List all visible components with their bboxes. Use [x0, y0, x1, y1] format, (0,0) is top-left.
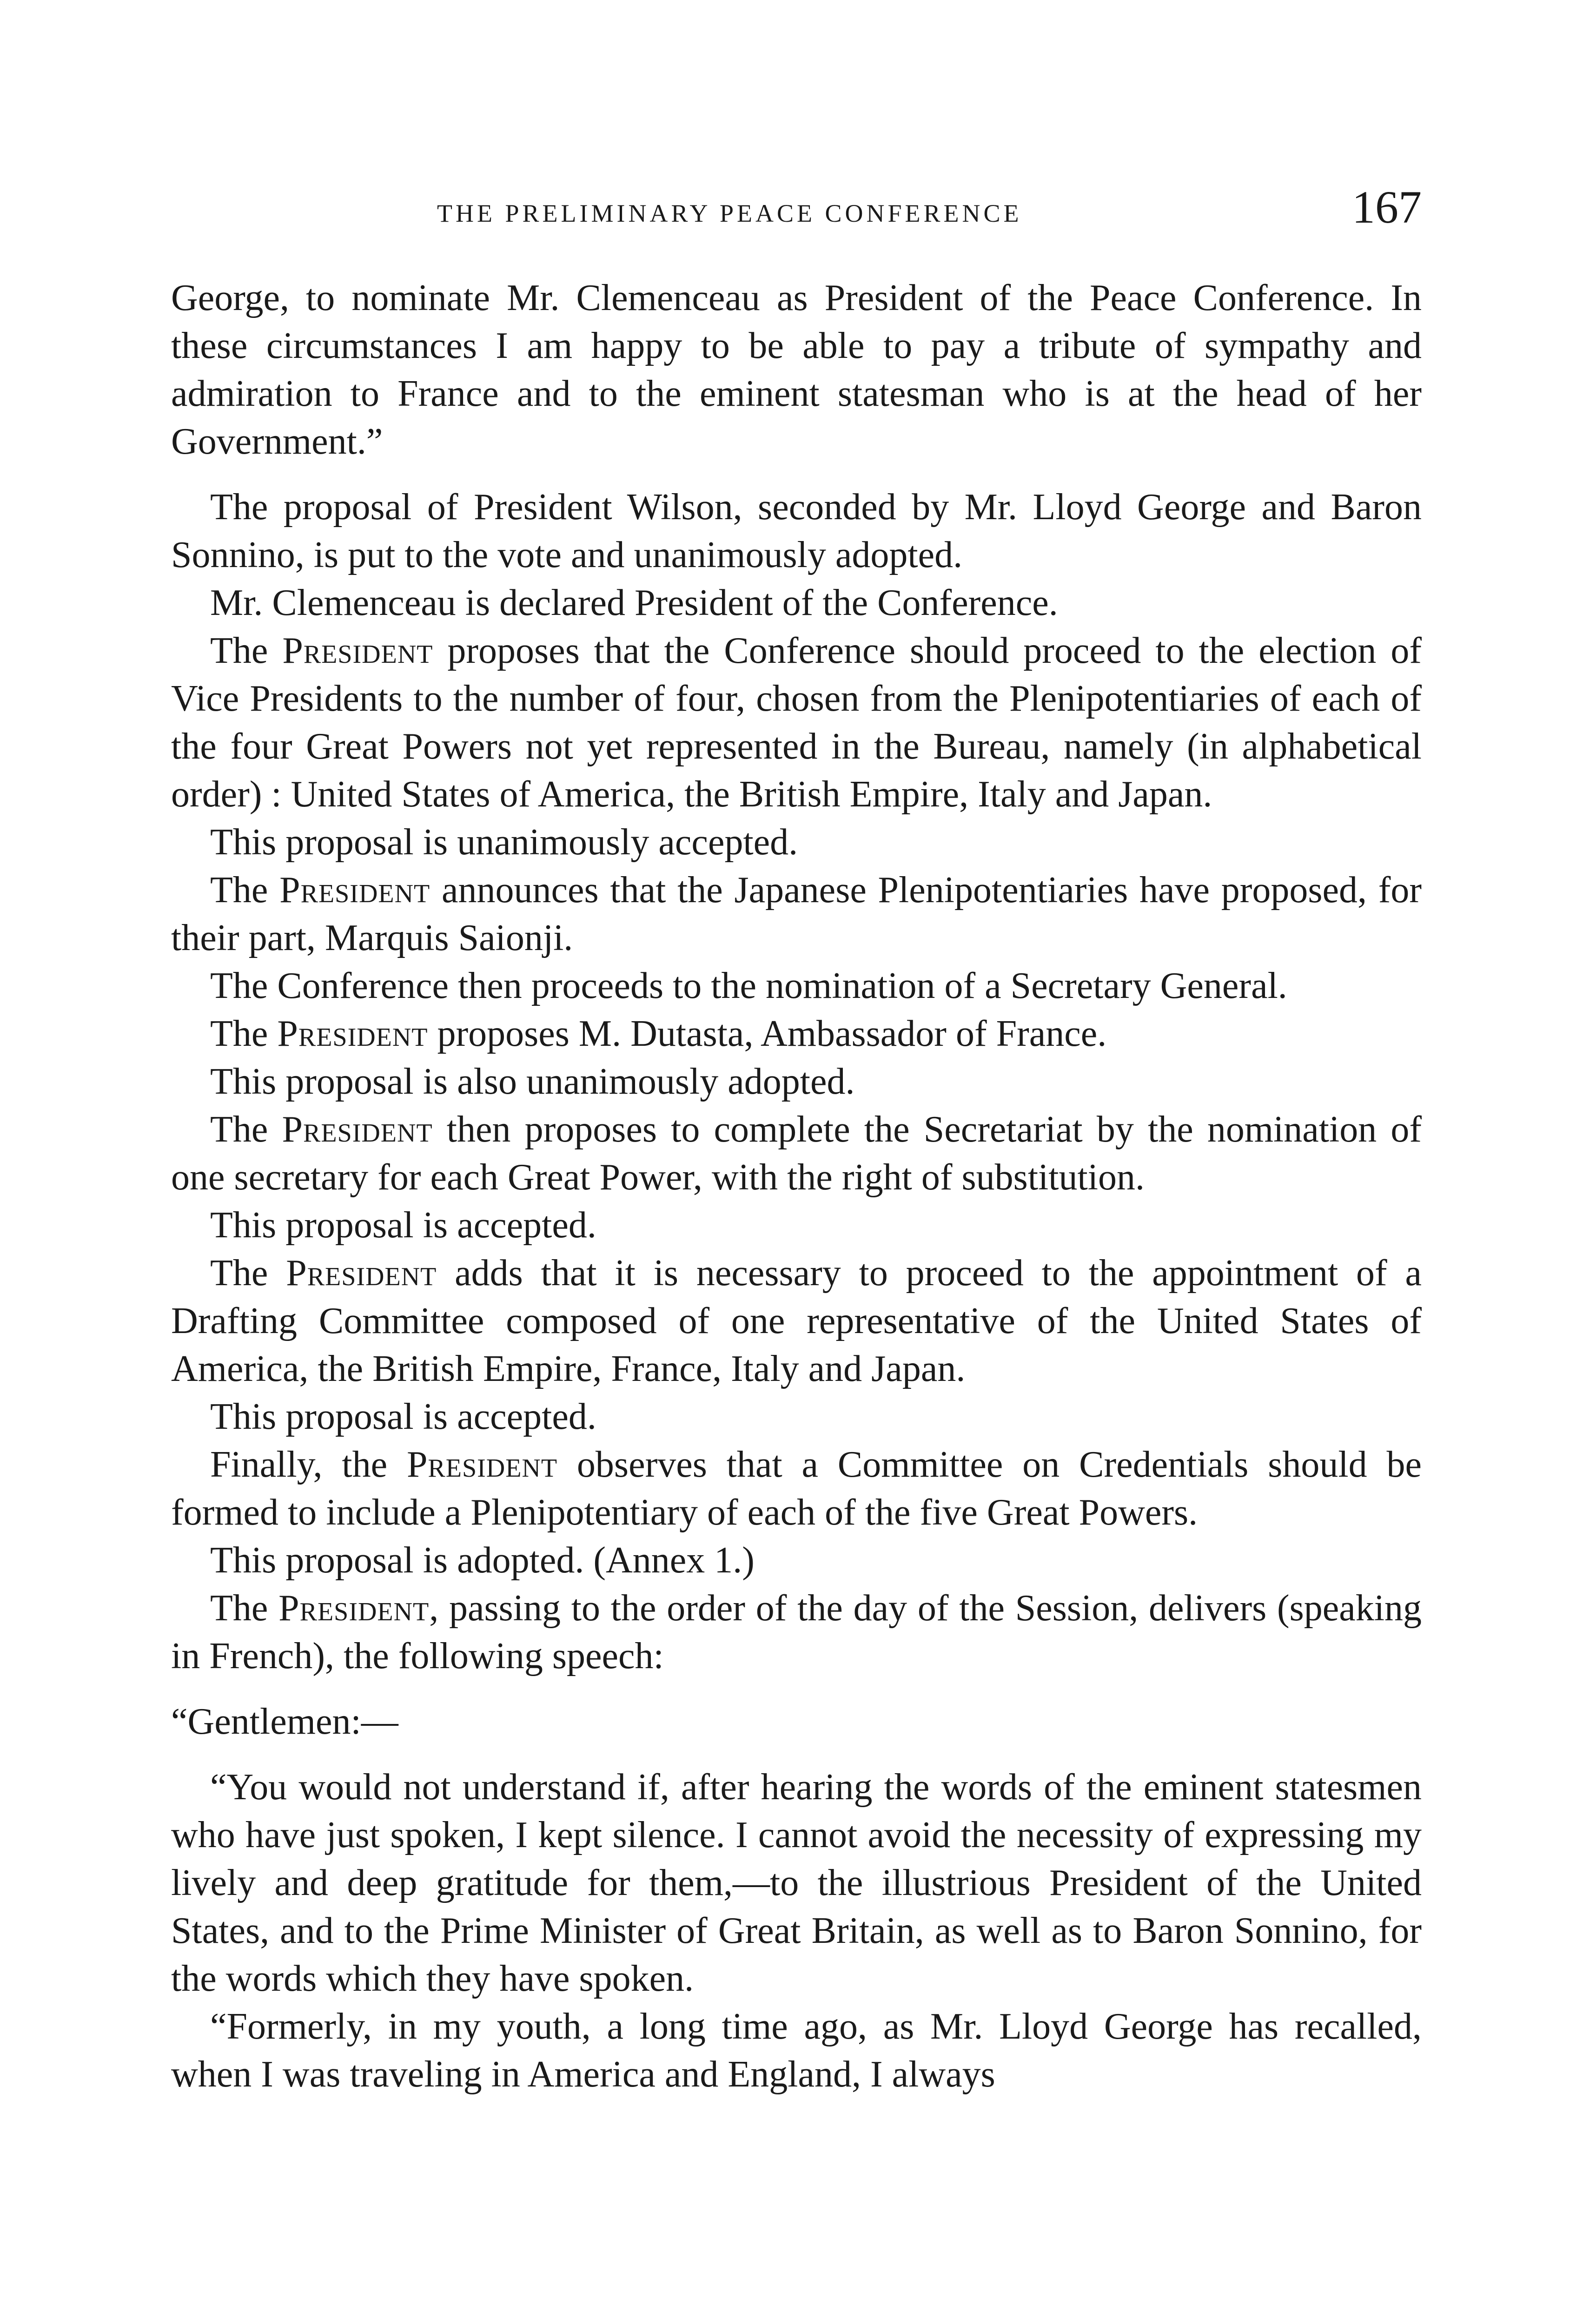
paragraph: The proposal of President Wilson, seconded by Mr. Lloyd George and Baron Sonnino, is put to the vote and unanimously adopted.: [171, 487, 1422, 575]
president-term: President: [277, 1013, 428, 1054]
paragraph-lead: Finally, the: [210, 1444, 407, 1485]
paragraph: [171, 1010, 1422, 1058]
paragraph-rest: observes that a Committee on Credentials should be formed to include a Plenipotentiary of each of the five Great Powers.: [171, 1444, 1422, 1533]
page-number: 167: [1352, 181, 1422, 233]
paragraph: [171, 866, 1422, 962]
paragraph: [171, 1585, 1422, 1680]
paragraph: [171, 627, 1422, 819]
paragraph: “You would not understand if, after hearing the words of the eminent statesmen who have just spoken, I kept silence. I cannot avoid the necessity of expressing my lively and deep gratitude for them,—to the illustrious President of the United States, and to the Prime Minister of Great Britain, as well as to Baron Sonnino, for the words which they have spoken.: [171, 1767, 1422, 1999]
paragraph-rest: announces that the Japanese Plenipotentiaries have proposed, for their part, Marquis Saionji.: [171, 870, 1422, 958]
page-header: [171, 180, 1422, 231]
paragraph: This proposal is unanimously accepted.: [210, 822, 798, 863]
paragraph: [171, 1249, 1422, 1393]
president-term: President: [279, 870, 430, 911]
paragraph: This proposal is adopted. (Annex 1.): [210, 1540, 755, 1581]
paragraph: Mr. Clemenceau is declared President of the Conference.: [210, 582, 1058, 623]
speech-salutation: “Gentlemen:—: [171, 1701, 398, 1742]
paragraph-lead: The: [210, 1013, 278, 1054]
paragraph-lead: The: [210, 1109, 282, 1150]
president-term: President: [286, 1253, 437, 1294]
paragraph: “Formerly, in my youth, a long time ago, as Mr. Lloyd George has recalled, when I was traveling in America and England, I always: [171, 2006, 1422, 2095]
paragraph-lead: The: [210, 1588, 279, 1629]
paragraph: This proposal is also unanimously adopted.: [210, 1061, 855, 1102]
paragraph: This proposal is accepted.: [210, 1205, 596, 1246]
paragraph-rest: then proposes to complete the Secretariat by the nomination of one secretary for each Great Power, with the right of substitution.: [171, 1109, 1422, 1198]
paragraph-lead: The: [210, 630, 283, 671]
paragraph: This proposal is accepted.: [210, 1396, 596, 1437]
paragraph-rest: proposes that the Conference should proceed to the election of Vice Presidents to the number of four, chosen from the Plenipotentiaries of each of the four Great Powers not yet represented in the Bureau, namely (in alphabetical order) : United States of America, the British Empire, Italy and Japan.: [171, 630, 1422, 815]
president-term: President: [278, 1588, 430, 1629]
paragraph-rest: proposes M. Dutasta, Ambassador of France.: [428, 1013, 1107, 1054]
paragraph: [171, 1441, 1422, 1537]
paragraph: [171, 1106, 1422, 1202]
paragraph-rest: , passing to the order of the day of the Session, delivers (speaking in French), the following speech:: [171, 1588, 1422, 1677]
paragraph: George, to nominate Mr. Clemenceau as President of the Peace Conference. In these circumstances I am happy to be able to pay a tribute of sympathy and admiration to France and to the eminent statesman who is at the head of her Government.”: [171, 277, 1422, 462]
president-term: President: [282, 630, 433, 671]
paragraph-lead: The: [210, 1253, 286, 1294]
page-body: [171, 274, 1422, 2099]
paragraph-rest: adds that it is necessary to proceed to the appointment of a Drafting Committee composed of one representative of the United States of America, the British Empire, France, Italy and Japan.: [171, 1253, 1422, 1389]
running-title: THE PRELIMINARY PEACE CONFERENCE: [437, 199, 1022, 227]
paragraph-lead: The: [210, 870, 280, 911]
paragraph: The Conference then proceeds to the nomination of a Secretary General.: [210, 965, 1287, 1006]
president-term: President: [282, 1109, 433, 1150]
president-term: President: [406, 1444, 558, 1485]
